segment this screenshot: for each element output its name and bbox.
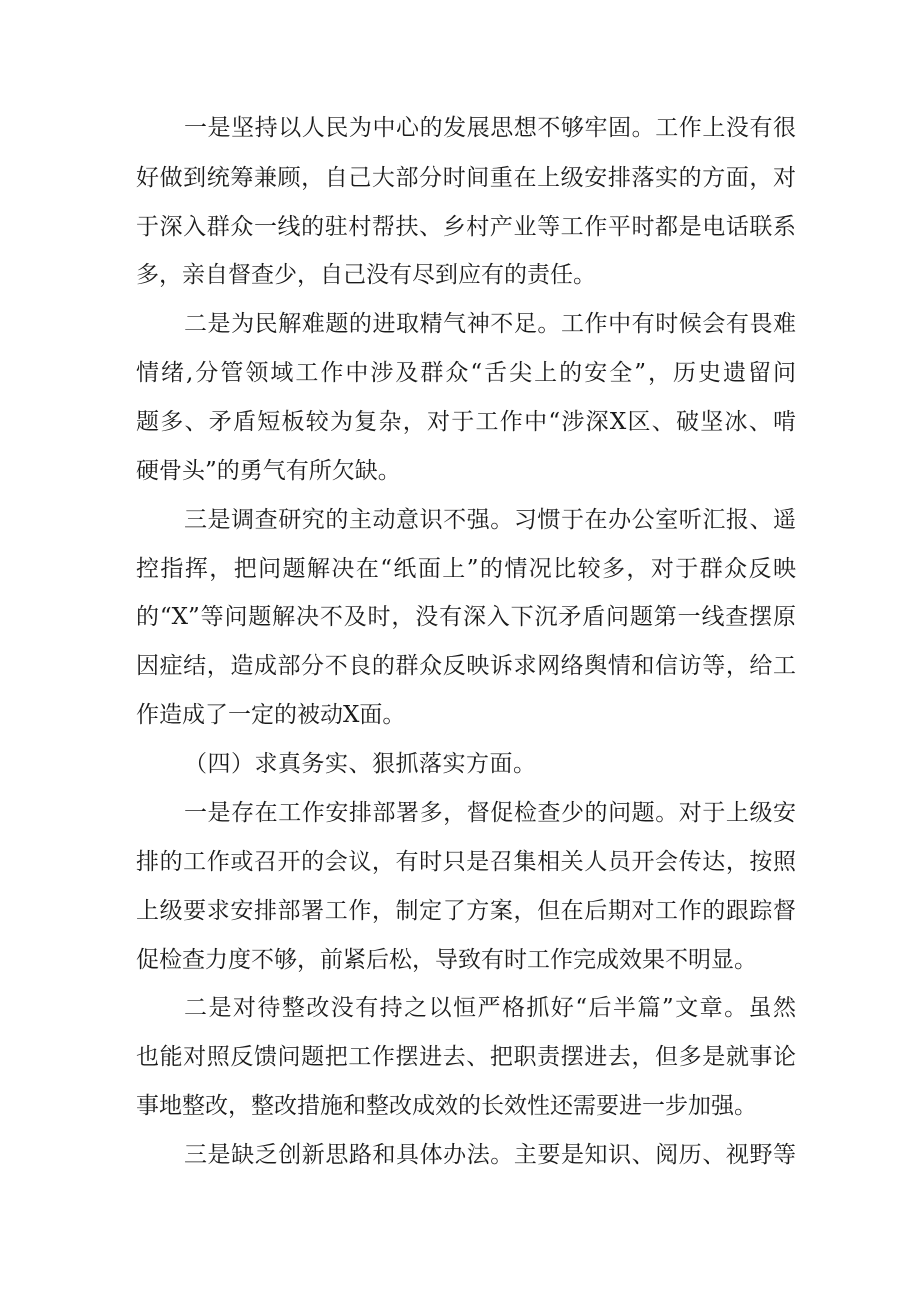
paragraph-5-line-2: 也能对照反馈问题把工作摆进去、把职责摆进去，但多是就事论 [136,1044,796,1070]
paragraph-5-line-3: 事地整改，整改措施和整改成效的长效性还需要进一步加强。 [136,1093,757,1119]
paragraph-3-line-3: 的“X”等问题解决不及时，没有深入下沉矛盾问题第一线查摆原 [136,604,796,630]
paragraph-4-line-2: 排的工作或召开的会议，有时只是召集相关人员开会传达，按照 [136,849,796,875]
paragraph-3-line-5: 作造成了一定的被动X面。 [136,702,406,728]
paragraph-2-line-3: 题多、矛盾短板较为复杂，对于工作中“涉深X区、破坚冰、啃 [136,409,796,435]
paragraph-6-line-1: 三是缺乏创新思路和具体办法。主要是知识、阅历、视野等 [184,1142,796,1168]
paragraph-1-line-3: 于深入群众一线的驻村帮扶、乡村产业等工作平时都是电话联系 [136,214,796,240]
paragraph-4-line-1: 一是存在工作安排部署多，督促检查少的问题。对于上级安 [184,800,796,826]
paragraph-4-line-3: 上级要求安排部署工作，制定了方案，但在后期对工作的跟踪督 [136,898,796,924]
paragraph-2-line-1: 二是为民解难题的进取精气神不足。工作中有时候会有畏难 [184,311,796,337]
paragraph-1-line-2: 好做到统筹兼顾，自己大部分时间重在上级安排落实的方面，对 [136,165,796,191]
paragraph-4-line-4: 促检查力度不够，前紧后松，导致有时工作完成效果不明显。 [136,947,757,973]
paragraph-2-line-2: 情绪,分管领域工作中涉及群众“舌尖上的安全”，历史遗留问 [136,360,796,386]
paragraph-5-line-1: 二是对待整改没有持之以恒严格抓好“后半篇”文章。虽然 [184,995,796,1021]
paragraph-1-line-4: 多，亲自督查少，自己没有尽到应有的责任。 [136,262,596,288]
section-heading-4: （四）求真务实、狠抓落实方面。 [184,751,537,777]
paragraph-1-line-1: 一是坚持以人民为中心的发展思想不够牢固。工作上没有很 [184,115,796,141]
paragraph-3-line-1: 三是调查研究的主动意识不强。习惯于在办公室听汇报、遥 [184,507,796,533]
paragraph-2-line-4: 硬骨头”的勇气有所欠缺。 [136,458,401,484]
paragraph-3-line-2: 控指挥，把问题解决在“纸面上”的情况比较多，对于群众反映 [136,556,796,582]
paragraph-3-line-4: 因症结，造成部分不良的群众反映诉求网络舆情和信访等，给工 [136,653,796,679]
